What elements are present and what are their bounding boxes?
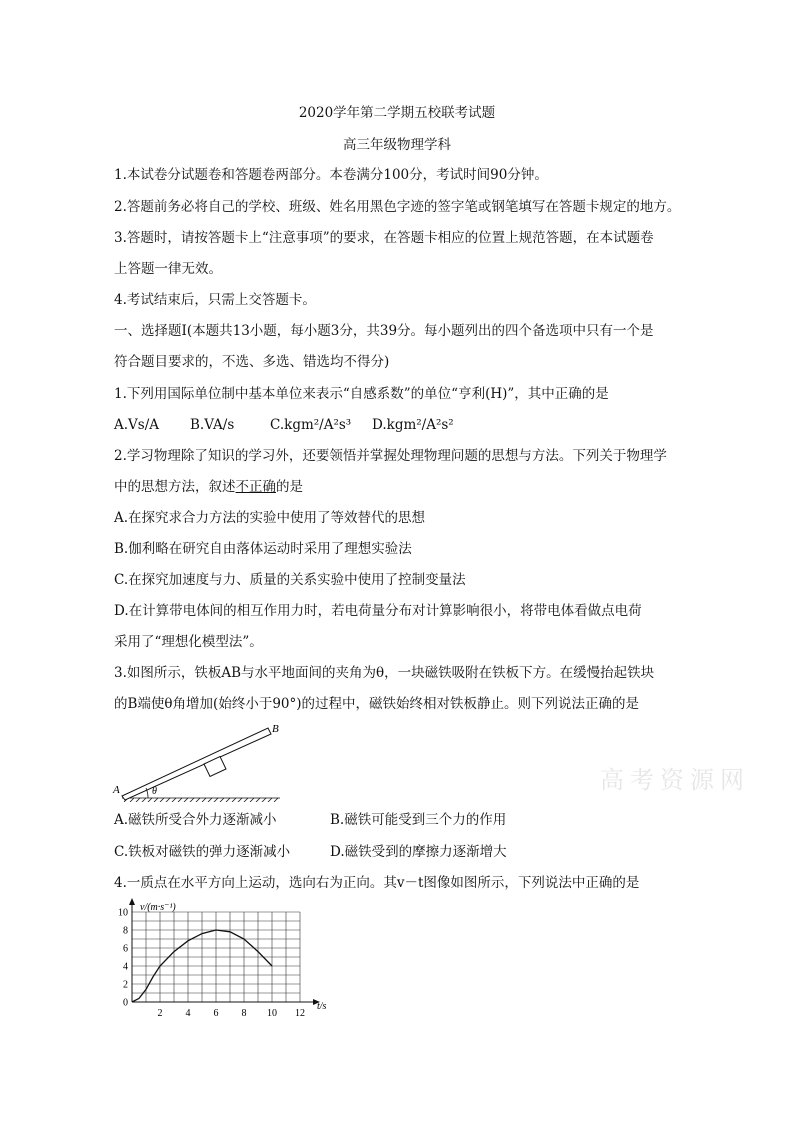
q1-option-d[interactable]: D.kgm²/A²s²	[372, 417, 454, 433]
q3-option-a[interactable]: A.磁铁所受合外力逐渐减小	[114, 812, 277, 828]
y-tick-label: 6	[123, 943, 128, 955]
theta-label: θ	[152, 786, 157, 797]
q2-stem-emphasis: 不正确	[235, 479, 276, 495]
vt-chart	[110, 896, 340, 1024]
note-2: 2.答题前务必将自己的学校、班级、姓名用黑色字迹的签字笔或钢笔填写在答题卡规定的地方。	[114, 199, 681, 215]
q2-option-b[interactable]: B.伽利略在研究自由落体运动时采用了理想实验法	[114, 541, 412, 557]
exam-subtitle: 高三年级物理学科	[343, 137, 451, 153]
q2-option-c[interactable]: C.在探究加速度与力、质量的关系实验中使用了控制变量法	[114, 572, 466, 588]
q2-option-d-continued: 采用了“理想化模型法”。	[114, 634, 263, 650]
y-tick-labels	[118, 908, 128, 1009]
q1-option-b[interactable]: B.VA/s	[190, 417, 235, 433]
y-tick-label: 0	[123, 997, 128, 1009]
question-3-stem: 3.如图所示，铁板AB与水平地面间的夹角为θ，一块磁铁吸附在铁板下方。在缓慢抬起铁块	[114, 665, 655, 681]
ground-hatching	[122, 798, 280, 802]
y-tick-label: 8	[123, 925, 128, 937]
question-1-stem: 1.下列用国际单位制中基本单位来表示“自感系数”的单位“亨利(H)”，其中正确的是	[114, 386, 609, 402]
q3-option-b[interactable]: B.磁铁可能受到三个力的作用	[330, 812, 507, 828]
question-2-stem-continued	[114, 478, 303, 496]
q2-stem-pre: 中的思想方法，叙述	[114, 479, 236, 495]
note-3: 3.答题时，请按答题卡上“注意事项”的要求，在答题卡相应的位置上规范答题，在本试题卷	[114, 230, 654, 246]
section-heading-continued: 符合题目要求的，不选、多选、错选均不得分)	[114, 354, 390, 370]
x-tick-label: 2	[157, 1008, 163, 1019]
chart-grid	[132, 912, 300, 1002]
x-axis-label: t/s	[317, 1001, 327, 1012]
question-4-stem: 4.一质点在水平方向上运动，选向右为正向。其v－t图像如图所示，下列说法中正确的是	[114, 875, 640, 891]
y-axis-label: v/(m·s⁻¹)	[140, 902, 176, 913]
iron-plate	[122, 728, 271, 800]
watermark: 高考资源网	[600, 766, 750, 794]
q3-option-c[interactable]: C.铁板对磁铁的弹力逐渐减小	[114, 844, 291, 860]
y-tick-label: 2	[123, 979, 128, 991]
incline-figure	[110, 718, 310, 802]
q3-option-d[interactable]: D.磁铁受到的摩擦力逐渐增大	[330, 844, 507, 860]
q1-option-c[interactable]: C.kgm²/A²s³	[270, 417, 352, 433]
note-3-continued: 上答题一律无效。	[114, 261, 222, 277]
chart-axes	[129, 898, 320, 1005]
q2-option-d[interactable]: D.在计算带电体间的相互作用力时，若电荷量分布对计算影响很小，将带电体看做点电荷	[114, 603, 642, 619]
x-tick-labels	[158, 1008, 306, 1019]
section-heading: 一、选择题Ⅰ(本题共13小题，每小题3分，共39分。每小题列出的四个备选项中只有一个是	[114, 323, 654, 339]
q2-option-a[interactable]: A.在探究求合力方法的实验中使用了等效替代的思想	[114, 510, 426, 526]
point-b-label: B	[272, 723, 279, 735]
note-1: 1.本试卷分试题卷和答题卷两部分。本卷满分100分，考试时间90分钟。	[114, 167, 548, 183]
exam-title: 2020学年第二学期五校联考试题	[298, 105, 496, 121]
x-tick-label: 10	[267, 1008, 277, 1019]
point-a-label: A	[113, 784, 120, 796]
y-tick-label: 4	[123, 961, 128, 973]
q1-option-a[interactable]: A.Vs/A	[114, 417, 160, 433]
x-tick-label: 12	[295, 1008, 305, 1019]
x-tick-label: 8	[241, 1008, 247, 1019]
x-tick-label: 4	[185, 1008, 191, 1019]
q2-stem-post: 的是	[276, 479, 303, 495]
y-axis-arrow	[129, 898, 135, 905]
question-2-stem: 2.学习物理除了知识的学习外，还要领悟并掌握处理物理问题的思想与方法。下列关于物理学	[114, 448, 667, 464]
question-3-stem-continued: 的B端使θ角增加(始终小于90°)的过程中，磁铁始终相对铁板静止。则下列说法正确的是	[114, 696, 640, 712]
x-tick-label: 6	[213, 1008, 219, 1019]
y-tick-label: 10	[118, 907, 128, 919]
note-4: 4.考试结束后，只需上交答题卡。	[114, 292, 316, 308]
